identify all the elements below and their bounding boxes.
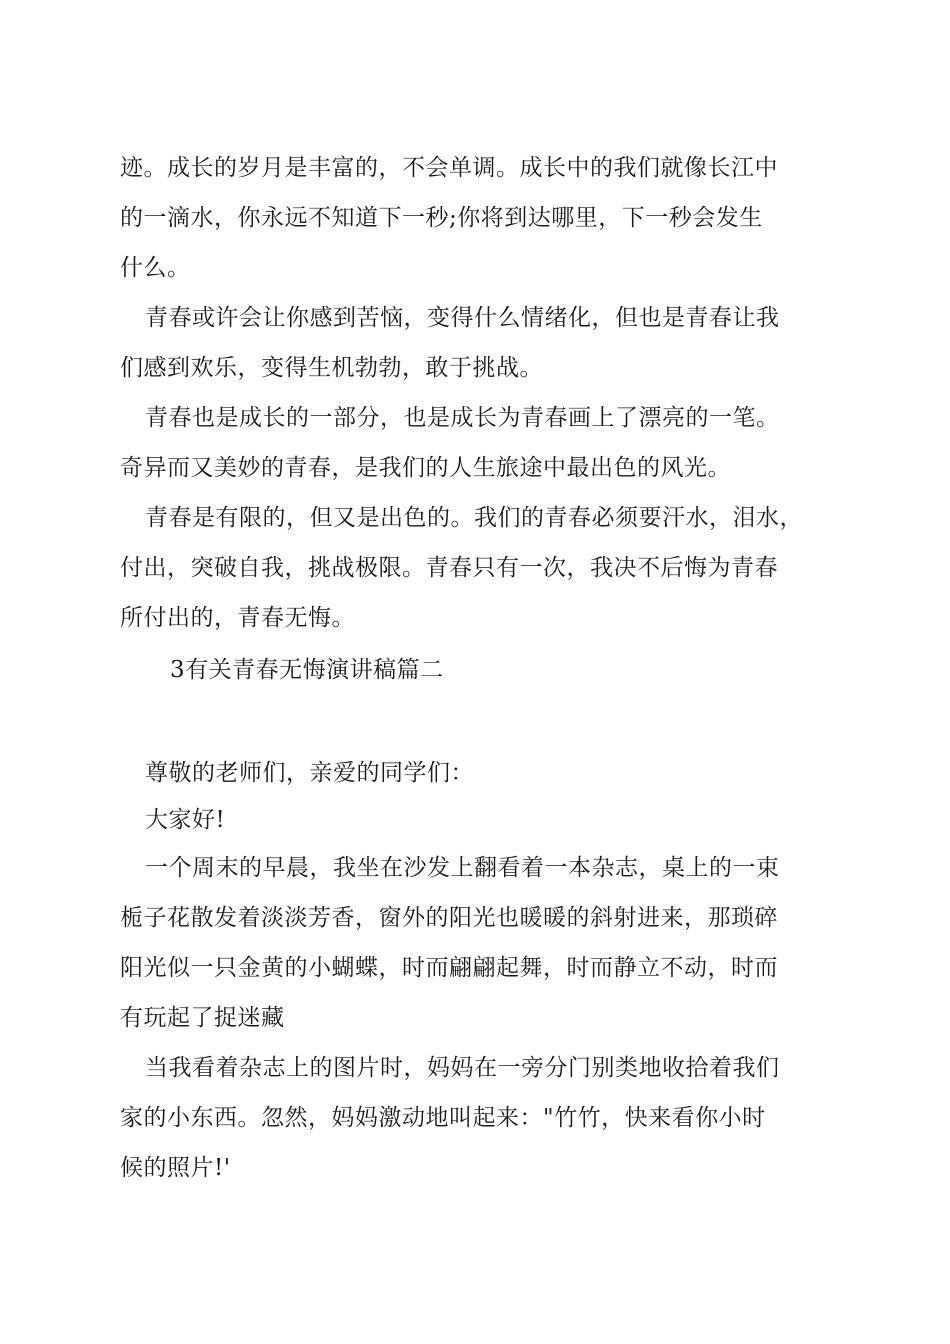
paragraph-start: 一个周末的早晨，我坐在沙发上翻看着一本杂志，桌上的一束 — [145, 855, 780, 881]
greeting: 大家好! — [145, 807, 226, 833]
text-line: 有玩起了捉迷藏 — [120, 1005, 285, 1031]
text-line: 候的照片!' — [120, 1155, 231, 1181]
text-line: 什么。 — [120, 255, 191, 281]
paragraph-start: 当我看着杂志上的图片时，妈妈在一旁分门别类地收拾着我们 — [145, 1055, 780, 1081]
section-heading: 3有关青春无悔演讲稿篇二 — [170, 657, 444, 683]
text-line: 们感到欢乐，变得生机勃勃，敢于挑战。 — [120, 355, 543, 381]
text-line: 付出，突破自我，挑战极限。青春只有一次，我决不后悔为青春 — [120, 555, 778, 581]
text-line: 的一滴水，你永远不知道下一秒;你将到达哪里，下一秒会发生 — [120, 205, 763, 231]
paragraph-start: 青春或许会让你感到苦恼，变得什么情绪化，但也是青春让我 — [145, 305, 780, 331]
text-line: 奇异而又美妙的青春，是我们的人生旅途中最出色的风光。 — [120, 455, 731, 481]
text-line: 迹。成长的岁月是丰富的，不会单调。成长中的我们就像长江中 — [120, 155, 778, 181]
paragraph-start: 青春是有限的，但又是出色的。我们的青春必须要汗水，泪水， — [145, 505, 803, 531]
paragraph-start: 青春也是成长的一部分，也是成长为青春画上了漂亮的一笔。 — [145, 405, 780, 431]
text-line: 栀子花散发着淡淡芳香，窗外的阳光也暖暖的斜射进来，那琐碎 — [120, 905, 778, 931]
text-line: 所付出的，青春无悔。 — [120, 605, 355, 631]
text-line: 阳光似一只金黄的小蝴蝶，时而翩翩起舞，时而静立不动，时而 — [120, 955, 778, 981]
text-line: 家的小东西。忽然，妈妈激动地叫起来："竹竹，快来看你小时 — [120, 1105, 766, 1131]
salutation: 尊敬的老师们，亲爱的同学们： — [145, 760, 474, 786]
